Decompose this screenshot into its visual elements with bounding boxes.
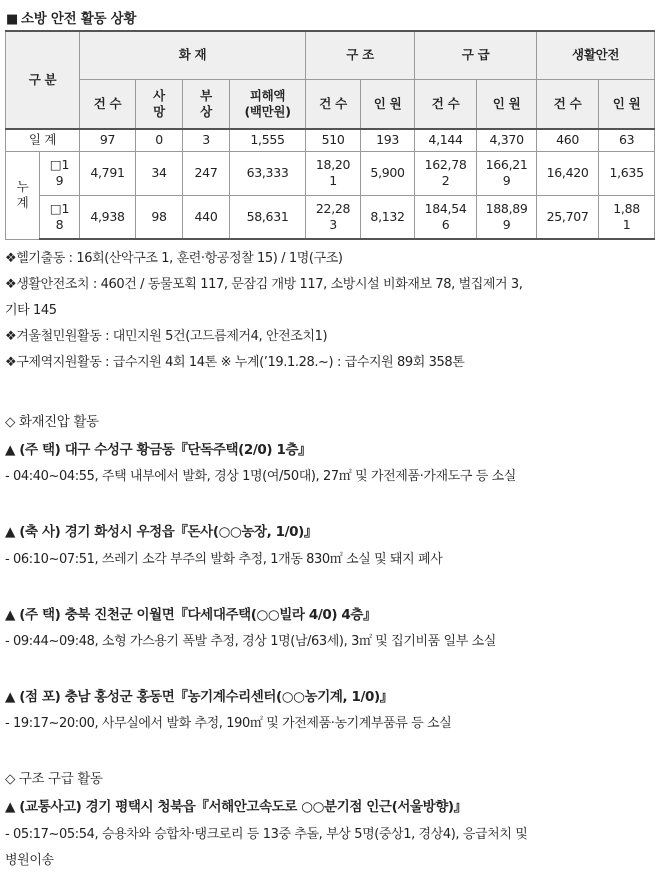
header-fire-count: 건 수 xyxy=(80,79,136,129)
table-cell: 8,132 xyxy=(361,195,415,239)
table-cell: 1,88 1 xyxy=(599,195,655,239)
table-cell: 166,21 9 xyxy=(477,151,537,195)
table-cell: 5,900 xyxy=(361,151,415,195)
table-row-2019 xyxy=(6,151,655,195)
table-cell: 1,555 xyxy=(230,129,306,151)
table-cell: 1,635 xyxy=(599,151,655,195)
header-rescue: 구 조 xyxy=(306,31,415,79)
header-gubun: 구 분 xyxy=(6,31,80,129)
note-life-safety: ❖생활안전조치 : 460건 / 동물포획 117, 문잠김 개방 117, 소방시설 비화재보 78, 벌집제거 3, xyxy=(5,277,523,292)
incident-detail: - 05:17~05:54, 승용차와 승합차·탱크로리 등 13중 추돌, 부상 5명(중상1, 경상4), 응급처치 및 xyxy=(5,827,528,842)
incident-heading: ▲ (주 택) 충북 진천군 이월면『다세대주택(○○빌라 4/0) 4층』 xyxy=(5,607,377,623)
note-winter: ❖겨울철민원활동 : 대민지원 5건(고드름제거4, 안전조치1) xyxy=(5,329,328,344)
table-cell: 247 xyxy=(183,151,230,195)
header-ems-people: 인 원 xyxy=(477,79,537,129)
table-cell: 34 xyxy=(136,151,183,195)
table-cell: 510 xyxy=(306,129,361,151)
row-label-2018 xyxy=(40,195,80,239)
table-cell: 4,938 xyxy=(80,195,136,239)
table-cell: 184,54 6 xyxy=(415,195,477,239)
incident-heading: ▲ (교통사고) 경기 평택시 청북읍『서해안고속도로 ○○분기점 인근(서울방향)』 xyxy=(5,799,467,815)
row-year-suffix: 1 8 xyxy=(55,200,70,232)
table-cell: 97 xyxy=(80,129,136,151)
note-helicopter: ❖헬기출동 : 16회(산악구조 1, 훈련·항공정찰 15) / 1명(구조) xyxy=(5,251,343,266)
note-fmd-support: ❖구제역지원활동 : 급수지원 4회 14톤 ※ 누계(’19.1.28.~) : 급수지원 89회 358톤 xyxy=(5,355,465,370)
incident-detail: - 19:17~20:00, 사무실에서 발화 추정, 190㎡ 및 가전제품·농기계부품류 등 소실 xyxy=(5,716,452,731)
incident-heading: ▲ (주 택) 대구 수성구 황금동『단독주택(2/0) 1층』 xyxy=(5,442,312,458)
header-fire-damage: 피해액 (백만원) xyxy=(230,79,306,129)
section-heading-fire: ◇ 화재진압 활동 xyxy=(5,414,99,430)
table-cell: 460 xyxy=(537,129,599,151)
table-row-2018 xyxy=(6,195,655,239)
table-cell: 0 xyxy=(136,129,183,151)
table-cell: 4,791 xyxy=(80,151,136,195)
row-label-2019 xyxy=(40,151,80,195)
table-cell: 3 xyxy=(183,129,230,151)
header-fire-dead: 사 망 xyxy=(136,79,183,129)
section-heading-rescue: ◇ 구조 구급 활동 xyxy=(5,771,103,787)
table-cell: 193 xyxy=(361,129,415,151)
square-bullet-icon: ■ xyxy=(6,12,18,27)
missing-glyph-icon: □ xyxy=(49,200,62,216)
table-cell: 22,28 3 xyxy=(306,195,361,239)
table-cell: 4,144 xyxy=(415,129,477,151)
page-title xyxy=(6,7,136,27)
header-life-count: 건 수 xyxy=(537,79,599,129)
table-cell: 63,333 xyxy=(230,151,306,195)
title-text: 소방 안전 활동 상황 xyxy=(20,11,137,27)
incident-heading: ▲ (축 사) 경기 화성시 우정읍『돈사(○○농장, 1/0)』 xyxy=(5,524,318,540)
header-life-safety: 생활안전 xyxy=(537,31,655,79)
incident-detail-cont: 병원이송 xyxy=(5,853,54,868)
table-cell: 4,370 xyxy=(477,129,537,151)
row-year-suffix: 1 9 xyxy=(55,157,70,188)
table-cell: 63 xyxy=(599,129,655,151)
table-cell: 98 xyxy=(136,195,183,239)
row-label-cumulative: 누 계 xyxy=(6,151,40,239)
table-cell: 58,631 xyxy=(230,195,306,239)
table-cell: 188,89 9 xyxy=(477,195,537,239)
table-cell: 25,707 xyxy=(537,195,599,239)
header-rescue-people: 인 원 xyxy=(361,79,415,129)
table-cell: 162,78 2 xyxy=(415,151,477,195)
header-ems-count: 건 수 xyxy=(415,79,477,129)
missing-glyph-icon: □ xyxy=(49,157,62,172)
incident-detail: - 04:40~04:55, 주택 내부에서 발화, 경상 1명(여/50대), 27㎡ 및 가전제품·가재도구 등 소실 xyxy=(5,469,516,484)
header-rescue-count: 건 수 xyxy=(306,79,361,129)
header-life-people: 인 원 xyxy=(599,79,655,129)
incident-detail: - 06:10~07:51, 쓰레기 소각 부주의 발화 추정, 1개동 830㎡ 소실 및 돼지 폐사 xyxy=(5,552,443,567)
table-cell: 18,20 1 xyxy=(306,151,361,195)
header-fire-injured: 부 상 xyxy=(183,79,230,129)
note-life-safety-cont: 기타 145 xyxy=(5,303,57,318)
incident-heading: ▲ (점 포) 충남 홍성군 홍동면『농기계수리센터(○○농기계, 1/0)』 xyxy=(5,689,393,705)
table-row-day xyxy=(6,129,655,151)
table-cell: 16,420 xyxy=(537,151,599,195)
row-label-day: 일 계 xyxy=(6,129,80,151)
header-ems: 구 급 xyxy=(415,31,537,79)
header-fire: 화 재 xyxy=(80,31,306,79)
notes-list xyxy=(5,246,655,376)
incident-detail: - 09:44~09:48, 소형 가스용기 폭발 추정, 경상 1명(남/63세), 3㎡ 및 집기비품 일부 소실 xyxy=(5,634,496,649)
table-cell: 440 xyxy=(183,195,230,239)
stats-table xyxy=(5,30,655,240)
